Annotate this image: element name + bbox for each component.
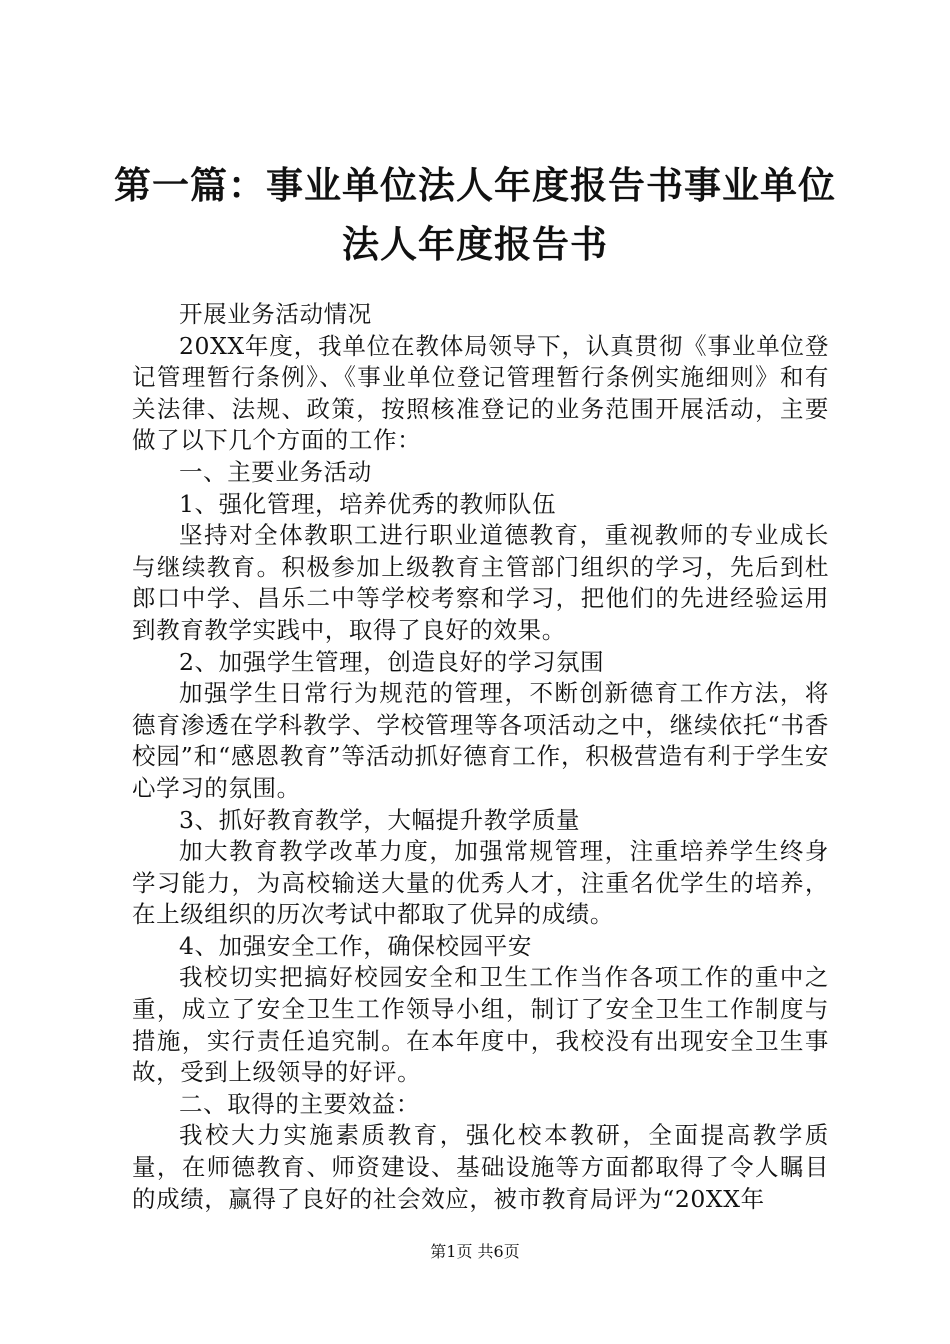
paragraph: 20XX年度，我单位在教体局领导下，认真贯彻《事业单位登记管理暂行条例》、《事业单位登记管理暂行条例实施细则》和有关法律、法规、政策，按照核准登记的业务范围开展活动，主要做了以下几个方面的工作： <box>132 331 829 455</box>
subsection-heading: 3、抓好教育教学，大幅提升教学质量 <box>179 805 581 834</box>
subsection-heading: 4、加强安全工作，确保校园平安 <box>179 931 532 960</box>
page-footer: 第1页 共6页 <box>430 1242 520 1261</box>
paragraph: 坚持对全体教职工进行职业道德教育，重视教师的专业成长与继续教育。积极参加上级教育主管部门组织的学习，先后到杜郎口中学、昌乐二中等学校考察和学习，把他们的先进经验运用到教育教学实践中，取得了良好的效果。 <box>132 521 829 644</box>
subsection-heading: 1、强化管理，培养优秀的教师队伍 <box>179 489 557 518</box>
paragraph: 加强学生日常行为规范的管理，不断创新德育工作方法，将德育渗透在学科教学、学校管理等各项活动之中，继续依托“书香校园”和“感恩教育”等活动抓好德育工作，积极营造有利于学生安心学习的氛围。 <box>132 679 829 802</box>
paragraph: 我校大力实施素质教育，强化校本教研，全面提高教学质量，在师德教育、师资建设、基础设施等方面都取得了令人瞩目的成绩，赢得了良好的社会效应，被市教育局评为“20XX年 <box>132 1121 829 1213</box>
subsection-heading: 2、加强学生管理，创造良好的学习氛围 <box>179 647 605 676</box>
section-heading: 开展业务活动情况 <box>179 300 372 328</box>
document-body <box>132 299 829 1215</box>
section-heading: 一、主要业务活动 <box>179 457 372 486</box>
section-heading: 二、取得的主要效益： <box>179 1089 420 1118</box>
paragraph: 我校切实把搞好校园安全和卫生工作当作各项工作的重中之重，成立了安全卫生工作领导小组，制订了安全卫生工作制度与措施，实行责任追究制。在本年度中，我校没有出现安全卫生事故，受到上级领导的好评。 <box>132 963 829 1087</box>
document-title: 第一篇：事业单位法人年度报告书事业单位法人年度报告书 <box>114 164 836 266</box>
paragraph: 加大教育教学改革力度，加强常规管理，注重培养学生终身学习能力，为高校输送大量的优秀人才，注重名优学生的培养，在上级组织的历次考试中都取了优异的成绩。 <box>132 837 829 929</box>
